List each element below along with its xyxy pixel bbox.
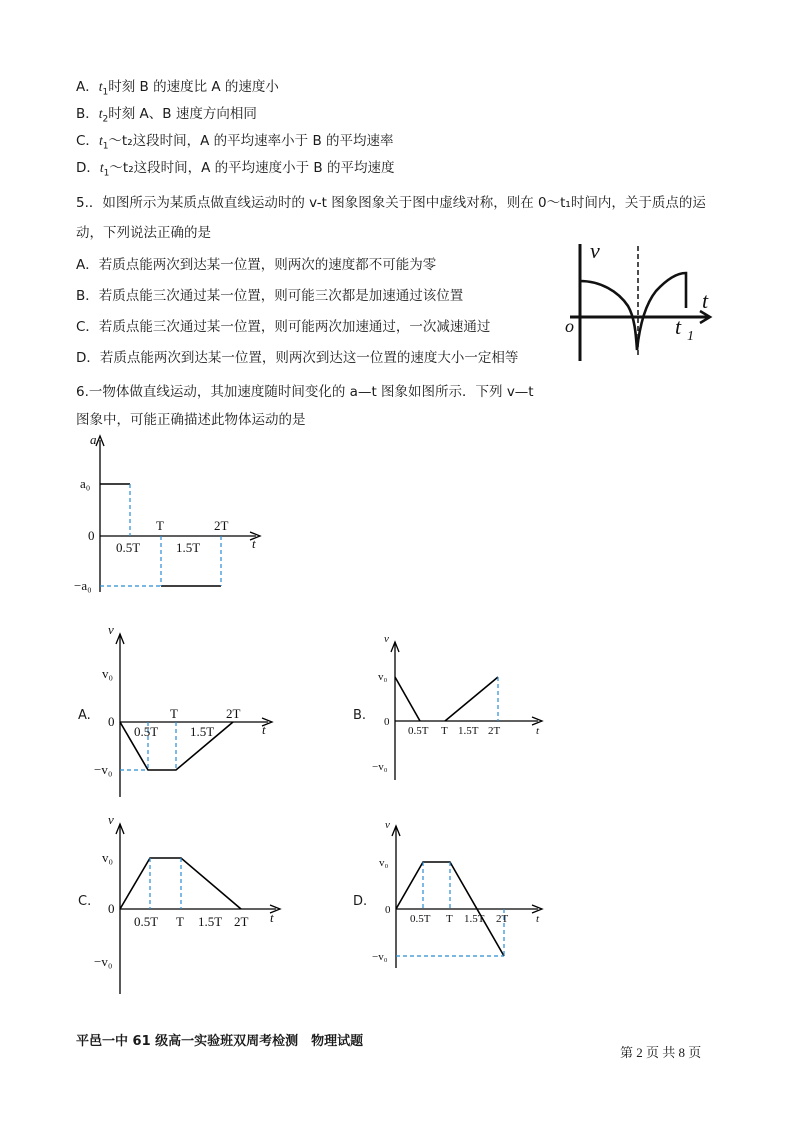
vt-a-x-label: t (262, 722, 266, 737)
vt-a-tick-2T: 2T (226, 706, 241, 721)
q4-option-d: D．$t_1\sim t_2$这段时间，A 的平均速度小于 B 的平均速度 (76, 160, 395, 179)
q4-option-c: C．$t_1\sim t_2$这段时间，A 的平均速率小于 B 的平均速率 (76, 133, 394, 152)
q5-t1-label: t (675, 314, 682, 339)
vt-b-tick-0.5T: 0.5T (408, 725, 429, 737)
vt-b-tick-1.5T: 1.5T (458, 725, 479, 737)
vt-a-neg-v0: −v₀ (94, 762, 113, 777)
vt-c-tick-T: T (176, 914, 184, 929)
vt-a-origin: 0 (108, 714, 115, 729)
vt-d-tick-T: T (446, 913, 453, 925)
vt-b-neg-v0: −v₀ (372, 761, 388, 773)
vt-c-tick-1.5T: 1.5T (198, 914, 223, 929)
vt-c-tick-2T: 2T (234, 914, 249, 929)
vt-c-y-label: v (108, 812, 114, 827)
vt-c-x-label: t (270, 910, 274, 925)
q5-option-c: C．若质点能三次通过某一位置，则可能两次加速通过，一次减速通过 (76, 319, 491, 335)
q6-option-d-label: D. (353, 894, 368, 909)
at-origin: 0 (88, 528, 95, 543)
q5-curve (580, 273, 686, 350)
q5-origin-label: o (565, 316, 574, 336)
q5-t1-sub: 1 (687, 329, 694, 344)
q6-option-a-label: A. (78, 708, 91, 723)
vt-c-v0: v₀ (102, 850, 114, 865)
at-tick-T: T (156, 518, 164, 533)
vt-d-tick-2T: 2T (496, 913, 509, 925)
q5-stem-line1: 5.．如图所示为某质点做直线运动时的 v-t 图象图象关于图中虚线对称，则在 0～t₁时间内，关于质点的运 (76, 195, 706, 211)
q5-option-d: D．若质点能两次到达某一位置，则两次到达这一位置的速度大小一定相等 (76, 350, 519, 366)
q4-option-b: B．$t_2$时刻 A、B 速度方向相同 (76, 106, 257, 125)
q6-option-d-graph (368, 818, 558, 978)
vt-a-tick-T: T (170, 706, 178, 721)
q5-option-b: B．若质点能三次通过某一位置，则可能三次都是加速通过该位置 (76, 288, 464, 304)
at-tick-0.5T: 0.5T (116, 540, 141, 555)
footer-exam-title: 平邑一中 61 级高一实验班双周考检测 物理试题 (76, 1034, 364, 1049)
vt-d-x-label: t (536, 913, 540, 925)
at-tick-1.5T: 1.5T (176, 540, 201, 555)
vt-b-origin: 0 (384, 716, 390, 728)
vt-c-tick-0.5T: 0.5T (134, 914, 159, 929)
vt-a-v0: v₀ (102, 666, 114, 681)
vt-d-neg-v0: −v₀ (372, 951, 388, 963)
q6-at-graph (70, 430, 270, 600)
q5-vt-figure (560, 236, 720, 366)
q6-stem-line1: 6.一物体做直线运动，其加速度随时间变化的 a—t 图象如图所示．下列 v—t (76, 384, 534, 400)
q6-option-c-graph (90, 812, 290, 997)
vt-d-y-label: v (385, 819, 390, 831)
vt-b-tick-T: T (441, 725, 448, 737)
q5-v-label: v (590, 238, 600, 263)
q4-option-a: A．$t_1$时刻 B 的速度比 A 的速度小 (76, 79, 279, 98)
vt-b-line-2 (445, 677, 498, 721)
q5-option-a: A．若质点能两次到达某一位置，则两次的速度都不可能为零 (76, 257, 437, 273)
footer-page-number: 第 2 页 共 8 页 (620, 1045, 702, 1060)
vt-a-tick-1.5T: 1.5T (190, 724, 215, 739)
vt-d-origin: 0 (385, 904, 391, 916)
at-y-label: a (90, 432, 97, 447)
q6-stem-line2: 图象中，可能正确描述此物体运动的是 (76, 412, 306, 428)
q5-t-label: t (702, 288, 709, 313)
vt-d-tick-0.5T: 0.5T (410, 913, 431, 925)
vt-d-v0: v₀ (379, 857, 389, 869)
vt-a-tick-0.5T: 0.5T (134, 724, 159, 739)
at-a0-label: a₀ (80, 476, 91, 491)
q6-option-c-label: C. (78, 894, 92, 909)
vt-b-x-label: t (536, 725, 540, 737)
vt-a-y-label: v (108, 622, 114, 637)
vt-d-tick-1.5T: 1.5T (464, 913, 485, 925)
at-neg-a0-label: −a₀ (74, 578, 92, 593)
q6-option-a-graph (90, 622, 280, 802)
vt-b-line-1 (395, 677, 420, 721)
vt-b-v0: v₀ (378, 671, 388, 683)
q6-option-b-graph (368, 630, 558, 790)
at-x-label: t (252, 536, 256, 551)
vt-c-neg-v0: −v₀ (94, 954, 113, 969)
at-tick-2T: 2T (214, 518, 229, 533)
vt-b-tick-2T: 2T (488, 725, 501, 737)
q5-stem-line2: 动，下列说法正确的是 (76, 225, 211, 241)
vt-b-y-label: v (384, 633, 389, 645)
q6-option-b-label: B. (353, 708, 367, 723)
vt-c-origin: 0 (108, 901, 115, 916)
